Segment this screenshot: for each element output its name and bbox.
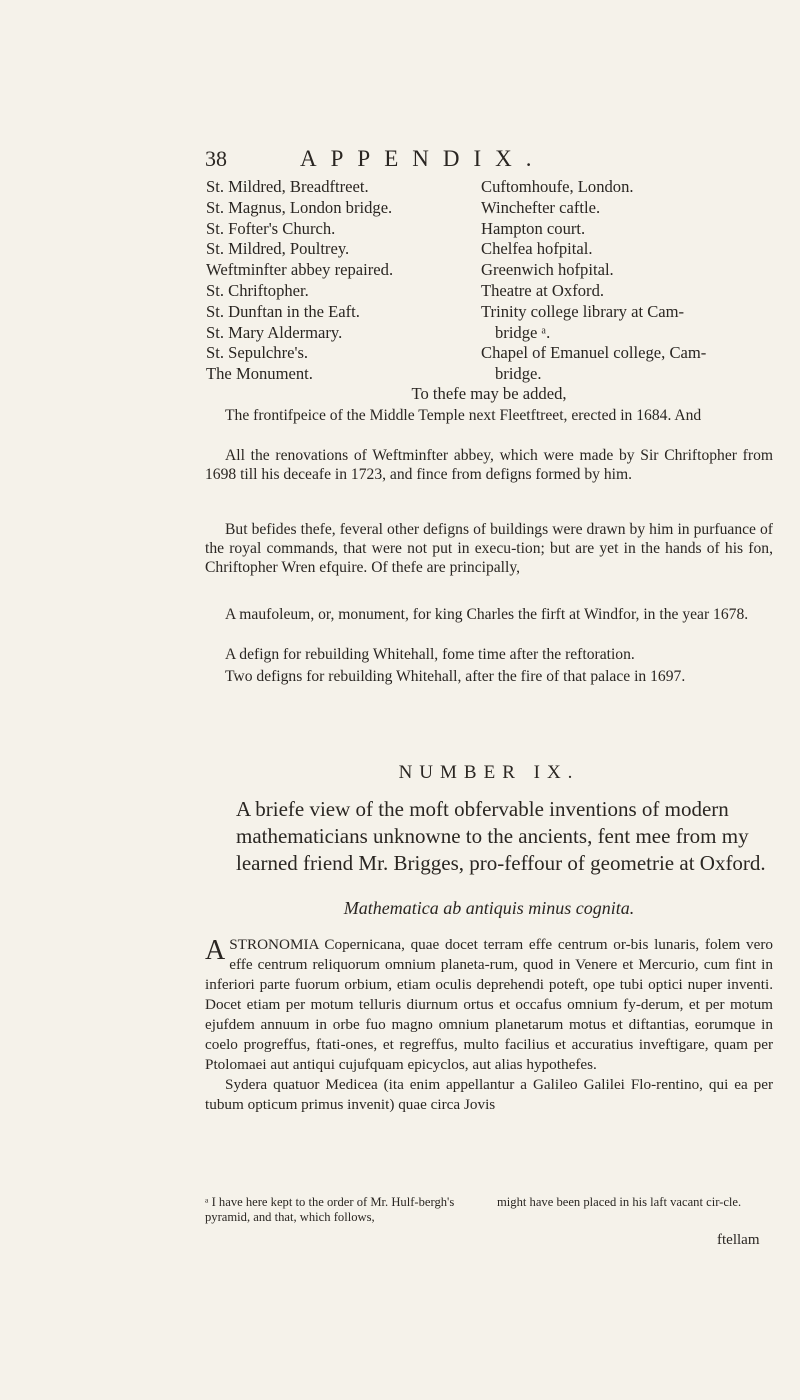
design-item: Two defigns for rebuilding Whitehall, after the fire of that palace in 1697. — [225, 668, 686, 685]
list-item: Weftminfter abbey repaired. — [206, 260, 394, 280]
list-item: St. Dunftan in the Eaft. — [206, 301, 360, 321]
list-item: Trinity college library at Cam- — [481, 301, 685, 321]
buildings-list-right — [481, 177, 771, 385]
footnote-left: ᵃ I have here kept to the order of Mr. Hulf-bergh's pyramid, and that, which follows, — [205, 1195, 455, 1224]
addition-paragraph: All the renovations of Weftminfter abbey, which were made by Sir Chriftopher from 1698 till his deceafe in 1723, and fince from defigns formed by him. — [205, 447, 773, 483]
section-number-heading: NUMBER IX. — [398, 762, 580, 783]
latin-subheading: Mathematica ab antiquis minus cognita. — [343, 898, 635, 918]
design-item: A maufoleum, or, monument, for king Charles the firft at Windfor, in the year 1678. — [225, 606, 749, 623]
footnotes — [205, 1195, 773, 1225]
page-number: 38 — [205, 146, 227, 171]
addition-paragraph: The frontifpeice of the Middle Temple next Fleetftreet, erected in 1684. And — [225, 407, 702, 424]
footnote-right: might have been placed in his laft vacant cir-cle. — [497, 1195, 742, 1209]
list-item: Theatre at Oxford. — [481, 280, 605, 300]
list-item: St. Sepulchre's. — [206, 343, 309, 363]
list-item: St. Magnus, London bridge. — [206, 197, 393, 217]
list-item: St. Fofter's Church. — [206, 218, 336, 238]
list-item: St. Mildred, Breadftreet. — [206, 177, 369, 196]
latin-paragraph-text: STRONOMIA Copernicana, quae docet terram effe centrum or-bis lunaris, folem vero effe centrum reliquorum omnium planeta-rum, quod in Venere et Mercurio, cum fint in inferiori parte fuorum orbium, etiam oculis deprehendi poteft, ope tubi optici nuper inventi. Docet etiam per motum telluris diurnum ortus et occafus omnium fy-derum, et per motum ejufdem annuum in orbe fuo magno omnium planetarum motus et diftantias, eorumque in coelo progreffus, ftati-ones, et regreffus, multo facilius et accuratius inveftigare, quam per Ptolomaei aut antiqui cujufquam epicyclos, aut alias hypothefes. — [205, 936, 773, 1073]
paragraph-but: But befides thefe, feveral other defigns of buildings were drawn by him in purfuance of the royal commands, that were not put in execu-tion; but are yet in the hands of his fon, Chriftopher Wren efquire. Of thefe are principally, — [205, 521, 773, 576]
list-item: St. Mary Aldermary. — [206, 322, 343, 342]
design-item: A defign for rebuilding Whitehall, fome time after the reftoration. — [225, 646, 635, 663]
list-item: The Monument. — [206, 364, 313, 384]
section-title: A briefe view of the moft obfervable inventions of modern mathematicians unknowne to the ancients, fent mee from my learned friend Mr. Brigges, pro-feffour of geometrie at Oxford. — [236, 797, 766, 875]
list-item: Greenwich hofpital. — [481, 260, 614, 280]
list-item: Chapel of Emanuel college, Cam- — [481, 343, 707, 363]
additions-intro: To thefe may be added, — [411, 384, 567, 403]
latin-text — [205, 935, 773, 1115]
latin-paragraph: Sydera quatuor Medicea (ita enim appellantur a Galileo Galilei Flo-rentino, qui ea per tubum opticum primus invenit) quae circa Jovis — [205, 1076, 773, 1113]
list-item: bridge ᵃ. — [495, 322, 551, 342]
latin-paragraph — [205, 935, 773, 1075]
catchword: ftellam — [717, 1232, 760, 1248]
list-item: St. Mildred, Poultrey. — [206, 239, 350, 259]
drop-capital: A — [205, 935, 226, 966]
list-item: bridge. — [495, 364, 542, 384]
list-item: Winchefter caftle. — [481, 197, 601, 217]
list-item: Hampton court. — [481, 218, 586, 238]
list-item: St. Chriftopher. — [206, 280, 309, 300]
list-item: Chelfea hofpital. — [481, 239, 593, 259]
buildings-list-left — [206, 177, 476, 385]
list-item: Cuftomhoufe, London. — [481, 177, 634, 196]
running-title: APPENDIX. — [300, 146, 546, 171]
